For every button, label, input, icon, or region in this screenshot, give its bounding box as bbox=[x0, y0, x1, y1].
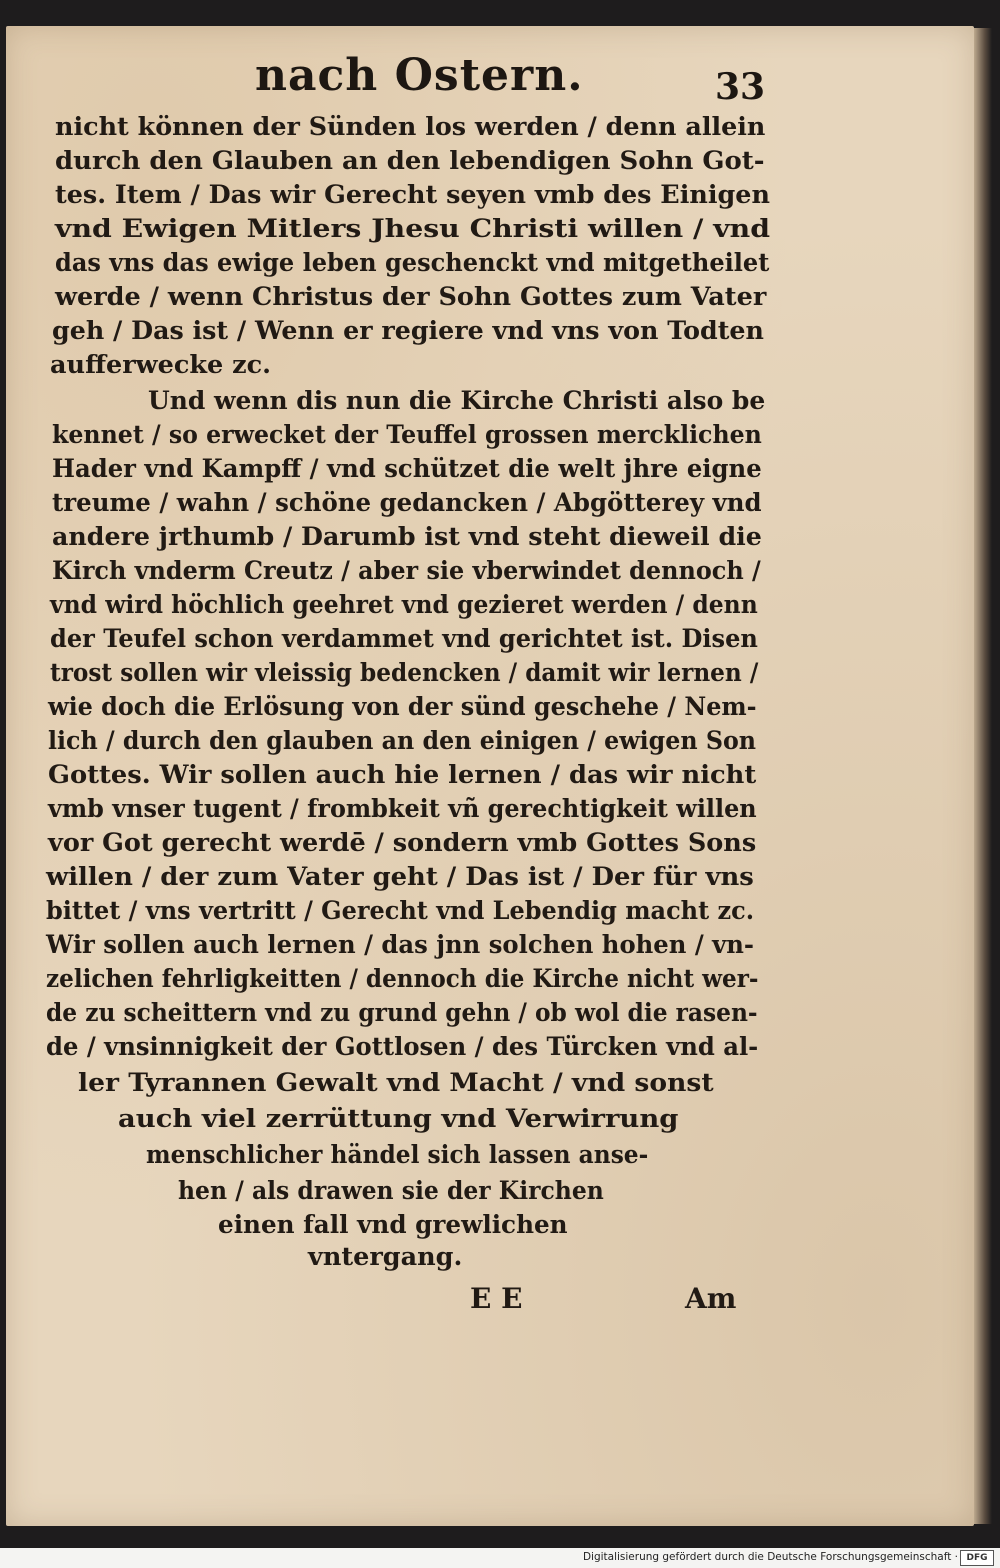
text-line: ler Tyrannen Gewalt vnd Macht / vnd sonst bbox=[78, 1068, 714, 1098]
text-line: vntergang. bbox=[308, 1242, 463, 1272]
running-header: nach Ostern. bbox=[255, 50, 584, 101]
text-line: Kirch vnderm Creutz / aber sie vberwindet dennoch / bbox=[52, 556, 761, 586]
text-line: werde / wenn Christus der Sohn Gottes zum Vater bbox=[55, 282, 767, 312]
text-line: durch den Glauben an den lebendigen Sohn Got- bbox=[55, 146, 765, 176]
text-line: andere jrthumb / Darumb ist vnd steht dieweil die bbox=[52, 522, 762, 552]
text-line: einen fall vnd grewlichen bbox=[218, 1210, 568, 1240]
text-line: vmb vnser tugent / frombkeit vñ gerechtigkeit willen bbox=[48, 794, 757, 824]
text-line: vnd wird höchlich geehret vnd gezieret werden / denn bbox=[50, 590, 758, 620]
text-line: lich / durch den glauben an den einigen / ewigen Son bbox=[48, 726, 757, 756]
text-line: auch viel zerrüttung vnd Verwirrung bbox=[118, 1104, 679, 1134]
text-line: de zu scheittern vnd zu grund gehn / ob wol die rasen- bbox=[46, 998, 758, 1028]
folio-number: 33 bbox=[715, 66, 766, 108]
text-line: geh / Das ist / Wenn er regiere vnd vns von Todten bbox=[52, 316, 764, 346]
text-line: der Teufel schon verdammet vnd gerichtet ist. Disen bbox=[50, 624, 758, 654]
text-line: vnd Ewigen Mitlers Jhesu Christi willen / vnd bbox=[55, 214, 771, 244]
text-line: trost sollen wir vleissig bedencken / damit wir lernen / bbox=[50, 658, 759, 688]
text-line: Gottes. Wir sollen auch hie lernen / das wir nicht bbox=[48, 760, 757, 790]
text-line: tes. Item / Das wir Gerecht seyen vmb des Einigen bbox=[55, 180, 770, 210]
text-line: zelichen fehrligkeitten / dennoch die Kirche nicht wer- bbox=[46, 964, 759, 994]
text-line: vor Got gerecht werdē / sondern vmb Gottes Sons bbox=[48, 828, 757, 858]
text-line: bittet / vns vertritt / Gerecht vnd Lebendig macht zc. bbox=[46, 896, 755, 926]
signature-mark: E E bbox=[470, 1282, 523, 1315]
text-line: kennet / so erwecket der Teuffel grossen mercklichen bbox=[52, 420, 762, 450]
text-line: menschlicher händel sich lassen anse- bbox=[146, 1140, 649, 1170]
text-line: aufferwecke zc. bbox=[50, 350, 272, 380]
text-line: das vns das ewige leben geschenckt vnd mitgetheilet bbox=[55, 248, 770, 278]
dfg-logo-icon: DFG bbox=[960, 1550, 994, 1566]
page-edge bbox=[974, 28, 992, 1524]
text-line: treume / wahn / schöne gedancken / Abgötterey vnd bbox=[52, 488, 762, 518]
text-line: hen / als drawen sie der Kirchen bbox=[178, 1176, 604, 1206]
text-line: willen / der zum Vater geht / Das ist / Der für vns bbox=[46, 862, 754, 892]
footer-credit: Digitalisierung gefördert durch die Deutsche Forschungsgemeinschaft · bbox=[582, 1551, 958, 1563]
text-line: de / vnsinnigkeit der Gottlosen / des Türcken vnd al- bbox=[46, 1032, 759, 1062]
catchword: Am bbox=[685, 1282, 737, 1315]
text-line: Hader vnd Kampff / vnd schützet die welt jhre eigne bbox=[52, 454, 762, 484]
text-line: Und wenn dis nun die Kirche Christi also be bbox=[148, 386, 766, 416]
text-line: nicht können der Sünden los werden / denn allein bbox=[55, 112, 766, 142]
text-line: wie doch die Erlösung von der sünd geschehe / Nem- bbox=[48, 692, 757, 722]
text-line: Wir sollen auch lernen / das jnn solchen hohen / vn- bbox=[46, 930, 754, 960]
